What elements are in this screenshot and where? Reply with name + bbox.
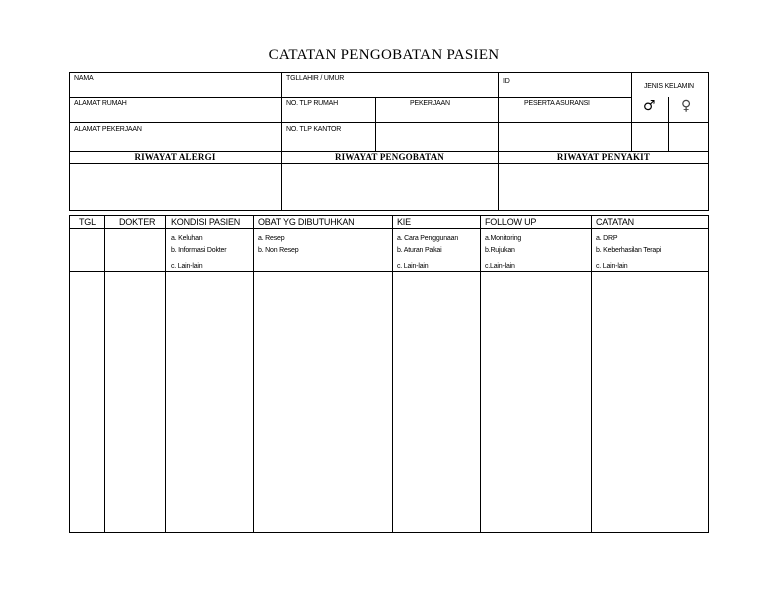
option-kondisi-lain-lain: c. Lain-lain: [171, 263, 203, 270]
option-obat-non-resep: b. Non Resep: [258, 247, 299, 254]
option-catatan-drp: a. DRP: [596, 235, 618, 242]
label-nama: NAMA: [74, 75, 94, 82]
heading-riwayat-alergi: RIWAYAT ALERGI: [134, 152, 216, 162]
female-symbol-icon: ♀: [681, 98, 692, 114]
label-alamat-rumah: ALAMAT RUMAH: [74, 100, 127, 107]
option-kondisi-keluhan: a. Keluhan: [171, 235, 203, 242]
label-pekerjaan: PEKERJAAN: [410, 100, 450, 107]
column-header-tgl: TGL: [79, 217, 96, 227]
option-obat-resep: a. Resep: [258, 235, 285, 242]
column-header-kie: KIE: [397, 217, 411, 227]
option-kie-cara-penggunaan: a. Cara Penggunaan: [397, 235, 459, 242]
option-follow-lain-lain: c.Lain-lain: [485, 263, 515, 270]
option-kie-aturan-pakai: b. Aturan Pakai: [397, 247, 442, 254]
label-no-tlp-kantor: NO. TLP KANTOR: [286, 126, 342, 133]
label-tgl-lahir-umur: TGLLAHIR / UMUR: [286, 75, 345, 82]
column-header-follow-up: FOLLOW UP: [485, 217, 537, 227]
option-catatan-lain-lain: c. Lain-lain: [596, 263, 628, 270]
option-follow-monitoring: a.Monitoring: [485, 235, 522, 242]
option-follow-rujukan: b.Rujukan: [485, 247, 515, 254]
male-symbol-icon: ♂: [643, 98, 656, 114]
form-title: CATATAN PENGOBATAN PASIEN: [268, 47, 500, 63]
label-jenis-kelamin: JENIS KELAMIN: [644, 83, 694, 90]
column-header-catatan: CATATAN: [596, 217, 634, 227]
column-header-kondisi-pasien: KONDISI PASIEN: [171, 217, 241, 227]
heading-riwayat-penyakit: RIWAYAT PENYAKIT: [556, 152, 651, 162]
label-peserta-asuransi: PESERTA ASURANSI: [524, 100, 590, 107]
column-header-obat: OBAT YG DIBUTUHKAN: [258, 217, 355, 227]
label-id: ID: [503, 78, 510, 85]
label-no-tlp-rumah: NO. TLP RUMAH: [286, 100, 338, 107]
column-header-dokter: DOKTER: [119, 217, 156, 227]
option-kondisi-informasi-dokter: b. Informasi Dokter: [171, 247, 227, 254]
option-catatan-keberhasilan-terapi: b. Keberhasilan Terapi: [596, 247, 662, 254]
option-kie-lain-lain: c. Lain-lain: [397, 263, 429, 270]
heading-riwayat-pengobatan: RIWAYAT PENGOBATAN: [334, 152, 445, 162]
label-alamat-pekerjaan: ALAMAT PEKERJAAN: [74, 126, 142, 133]
